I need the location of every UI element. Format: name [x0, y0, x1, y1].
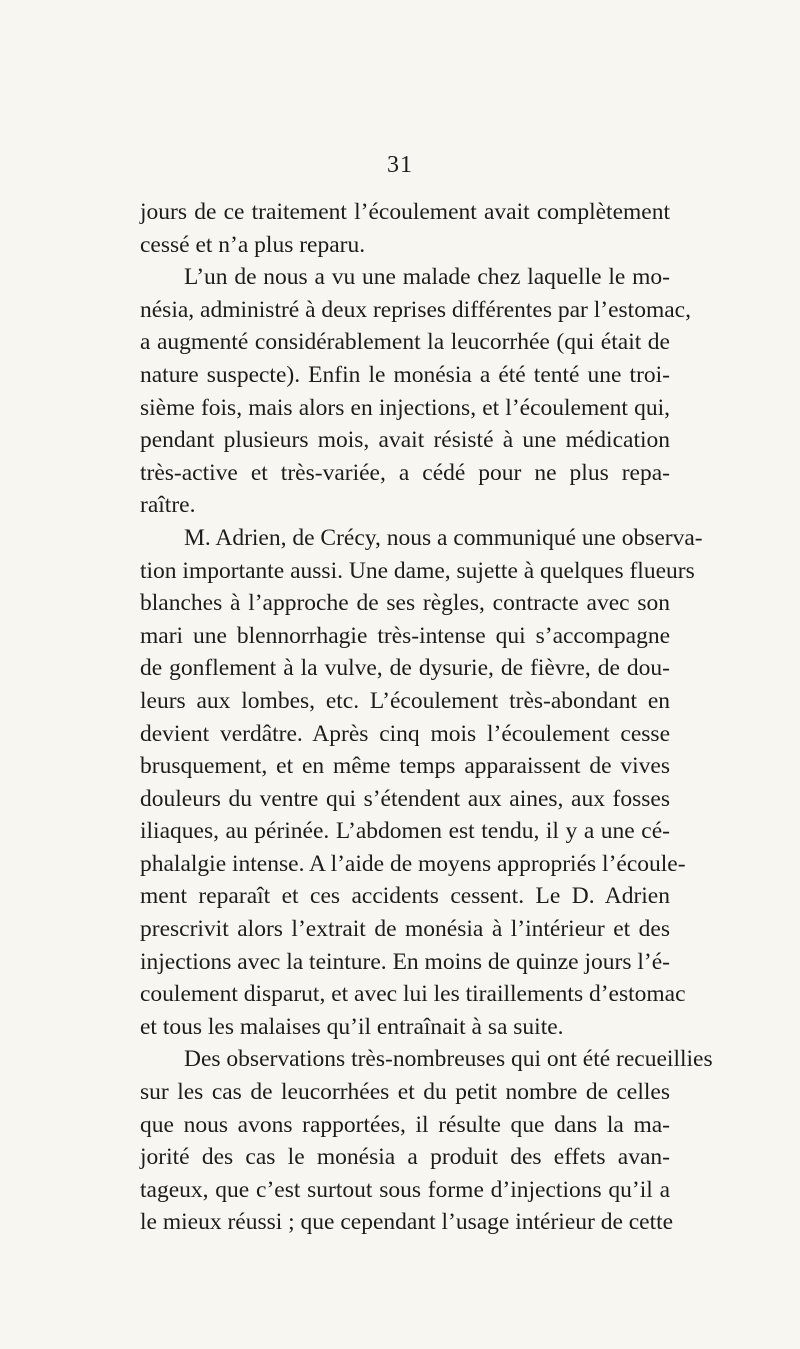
- text-line: Des observations très-nombreuses qui ont été recueillies: [184, 1046, 713, 1073]
- text-line: phalalgie intense. A l’aide de moyens appropriés l’écoule-: [140, 850, 686, 877]
- text-line: mari une blennorrhagie très-intense qui s’accompagne: [140, 622, 670, 649]
- text-line: brusquement, et en même temps apparaissent de vives: [140, 753, 670, 780]
- text-line: injections avec la teinture. En moins de quinze jours l’é-: [140, 948, 670, 975]
- text-line: ment reparaît et ces accidents cessent. Le D. Adrien: [140, 883, 670, 910]
- text-line: raître.: [140, 492, 196, 519]
- text-line: que nous avons rapportées, il résulte que dans la ma-: [140, 1111, 670, 1138]
- text-line: L’un de nous a vu une malade chez laquelle le mo-: [184, 264, 670, 291]
- page-number: 31: [387, 152, 413, 178]
- text-line: très-active et très-variée, a cédé pour ne plus repa-: [140, 459, 670, 486]
- text-line: jours de ce traitement l’écoulement avait complètement: [140, 199, 670, 225]
- text-line: blanches à l’approche de ses règles, contracte avec son: [140, 590, 670, 617]
- text-line: jorité des cas le monésia a produit des effets avan-: [140, 1144, 670, 1171]
- text-line: coulement disparut, et avec lui les tiraillements d’estomac: [140, 981, 686, 1008]
- text-line: douleurs du ventre qui s’étendent aux aines, aux fosses: [140, 785, 670, 812]
- text-line: nature suspecte). Enfin le monésia a été tenté une troi-: [140, 361, 670, 388]
- text-line: sur les cas de leucorrhées et du petit nombre de celles: [140, 1079, 670, 1106]
- text-line: cessé et n’a plus reparu.: [140, 231, 366, 258]
- text-line: nésia, administré à deux reprises différentes par l’estomac,: [140, 296, 691, 323]
- text-line: le mieux réussi ; que cependant l’usage intérieur de cette: [140, 1209, 674, 1236]
- text-line: et tous les malaises qu’il entraînait à sa suite.: [140, 1013, 564, 1040]
- text-line: tion importante aussi. Une dame, sujette à quelques flueurs: [140, 557, 695, 584]
- text-line: tageux, que c’est surtout sous forme d’injections qu’il a: [140, 1176, 670, 1203]
- text-line: a augmenté considérablement la leucorrhée (qui était de: [140, 329, 670, 356]
- text-line: iliaques, au périnée. L’abdomen est tendu, il y a une cé-: [140, 818, 670, 845]
- text-line: leurs aux lombes, etc. L’écoulement très-abondant en: [140, 687, 670, 714]
- text-line: devient verdâtre. Après cinq mois l’écoulement cesse: [140, 720, 670, 747]
- text-line: prescrivit alors l’extrait de monésia à l’intérieur et des: [140, 916, 670, 943]
- body-text: [140, 196, 713, 1239]
- text-line: de gonflement à la vulve, de dysurie, de fièvre, de dou-: [140, 655, 670, 682]
- text-line: M. Adrien, de Crécy, nous a communiqué une observa-: [184, 524, 703, 551]
- text-line: pendant plusieurs mois, avait résisté à une médication: [140, 427, 670, 454]
- text-line: sième fois, mais alors en injections, et l’écoulement qui,: [140, 394, 670, 421]
